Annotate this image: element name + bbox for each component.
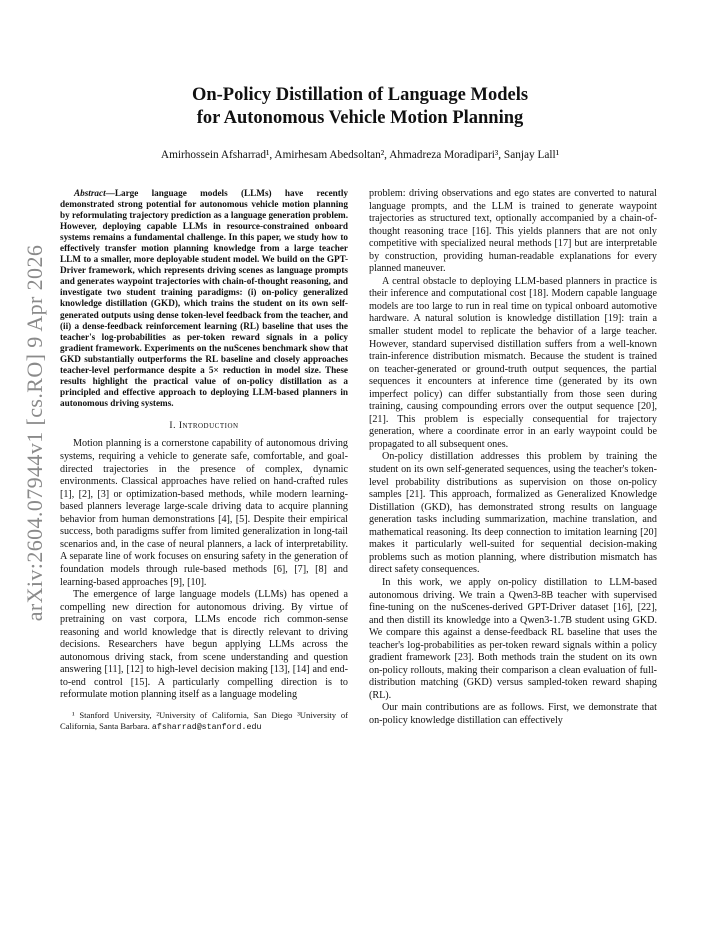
intro-paragraph-6: In this work, we apply on-policy distillation to LLM-based autonomous driving. We train a Qwen3-8B teacher with supervised fine-tuning on the nuScenes-derived GPT-Driver dataset [16], [22], and then distill its knowledge into a Qwen3-1.7B student using GKD. We compare this against a dense-feedback RL baseline that uses the teacher's log-probabilities as per-token reward signals within a policy gradient framework [23]. Both methods train the student on its own on-policy rollouts, making their comparison a clean evaluation of full-distribution matching (GKD) versus sampled-token reward shaping (RL). bbox=[369, 576, 657, 701]
abstract-text: Large language models (LLMs) have recently demonstrated strong potential for autonomous vehicle motion planning by reformulating trajectory prediction as a language generation problem. However, deploying capable LLMs in resource-constrained onboard systems remains a fundamental challenge. In this paper, we study how to effectively transfer motion planning knowledge from a large teacher LLM to a smaller, more deployable student model. We build on the GPT-Driver framework, which represents driving scenes as language prompts and generates waypoint trajectories with chain-of-thought reasoning, and investigate two student training paradigms: (i) on-policy generalized knowledge distillation (GKD), which trains the student on its own self-generated outputs using dense token-level feedback from the teacher, and (ii) a dense-feedback reinforcement learning (RL) baseline that uses the teacher's log-probabilities as per-token reward signals in a policy gradient framework. Experiments on the nuScenes benchmark show that GKD substantially outperforms the RL baseline and closely approaches teacher-level performance despite a 5× reduction in model size. These results highlight the practical value of on-policy distillation as a principled and effective approach to deploying LLM-based planners in autonomous driving systems. bbox=[60, 188, 348, 408]
abstract bbox=[60, 188, 348, 409]
intro-paragraph-2: The emergence of large language models (LLMs) has opened a compelling new direction for autonomous driving. By virtue of pretraining on vast corpora, LLMs encode rich common-sense reasoning and world knowledge that is directly relevant to driving decisions. Researchers have begun applying LLMs across the autonomous driving stack, from scene understanding and question answering [11], [12] to high-level decision making [13], [14] and end-to-end control [15]. A particularly compelling direction is to reformulate motion planning itself as a language modeling bbox=[60, 589, 348, 701]
intro-paragraph-5: On-policy distillation addresses this problem by training the student on its own self-generated sequences, using the teacher's token-level probability distributions as supervision on those on-policy samples [21]. This approach, formalized as Generalized Knowledge Distillation (GKD), has demonstrated strong results on language generation tasks including summarization, machine translation, and mathematical reasoning. Its deep connection to imitation learning [20] makes it particularly well-suited for sequential decision-making problems such as motion planning, where distribution mismatch has direct safety consequences. bbox=[369, 451, 657, 576]
footnote-email: afsharrad@stanford.edu bbox=[151, 722, 262, 732]
intro-paragraph-4: A central obstacle to deploying LLM-based planners in practice is their inference and computational cost [18]. Modern capable language models are too large to run in real time on typical onboard automotive hardware. A natural solution is knowledge distillation [19]: train a smaller student model to replicate the behavior of a large teacher. However, standard supervised distillation suffers from a well-known train-inference distribution mismatch. Because the student is trained on teacher-generated or ground-truth output sequences, the partial sequences it encounters at inference time (generated by its own imperfect policy) can differ substantially from those seen during training, causing compounding errors over the output sequence [20], [21]. This problem is especially consequential for trajectory generation, where a coordinate error in an early waypoint could be propagated to all subsequent ones. bbox=[369, 275, 657, 450]
section-heading: I. Introduction bbox=[169, 420, 239, 431]
paper-title bbox=[100, 84, 620, 130]
intro-paragraph-7: Our main contributions are as follows. First, we demonstrate that on-policy knowledge distillation can effectively bbox=[369, 702, 657, 726]
footnote-affiliations: ¹ Stanford University, ²University of California, San Diego ³University of California, Santa Barbara. bbox=[60, 709, 348, 731]
arxiv-identifier: arXiv:2604.07944v1 [cs.RO] 9 Apr 2026 bbox=[22, 244, 47, 622]
title-line-2: for Autonomous Vehicle Motion Planning bbox=[196, 108, 524, 128]
author-list: Amirhossein Afsharrad¹, Amirhesam Abedsoltan², Ahmadreza Moradipari³, Sanjay Lall¹ bbox=[160, 149, 560, 161]
abstract-label: Abstract— bbox=[74, 188, 115, 198]
left-column bbox=[60, 188, 348, 733]
intro-paragraph-3: problem: driving observations and ego states are converted to natural language prompts, and the LLM is trained to generate waypoint trajectories as structured text, optionally accompanied by a chain-of-thought reasoning trace [16]. This yields planners that are not only competitive with specialized neural methods [17] but are interpretable by construction, providing human-readable explanations for every planned maneuver. bbox=[369, 188, 657, 275]
affiliation-footnote bbox=[60, 710, 348, 733]
right-column bbox=[369, 188, 657, 728]
intro-paragraph-1: Motion planning is a cornerstone capability of autonomous driving systems, requiring a vehicle to generate safe, comfortable, and goal-directed trajectories in the presence of complex, dynamic environments. Classical approaches have relied on hand-crafted rules [1], [2], [3] or optimization-based methods, while modern learning-based planners leverage large-scale driving data to acquire planning behavior from human demonstrations [4], [5]. Despite their empirical success, both paradigms suffer from limited generalization in long-tail scenarios and, in the case of neural planners, a lack of interpretability. A separate line of work focuses on ensuring safety in the generation of foundation models through rule-based methods [6], [7], [8] and learning-based approaches [9], [10]. bbox=[60, 438, 348, 588]
title-line-1: On-Policy Distillation of Language Models bbox=[191, 85, 529, 105]
